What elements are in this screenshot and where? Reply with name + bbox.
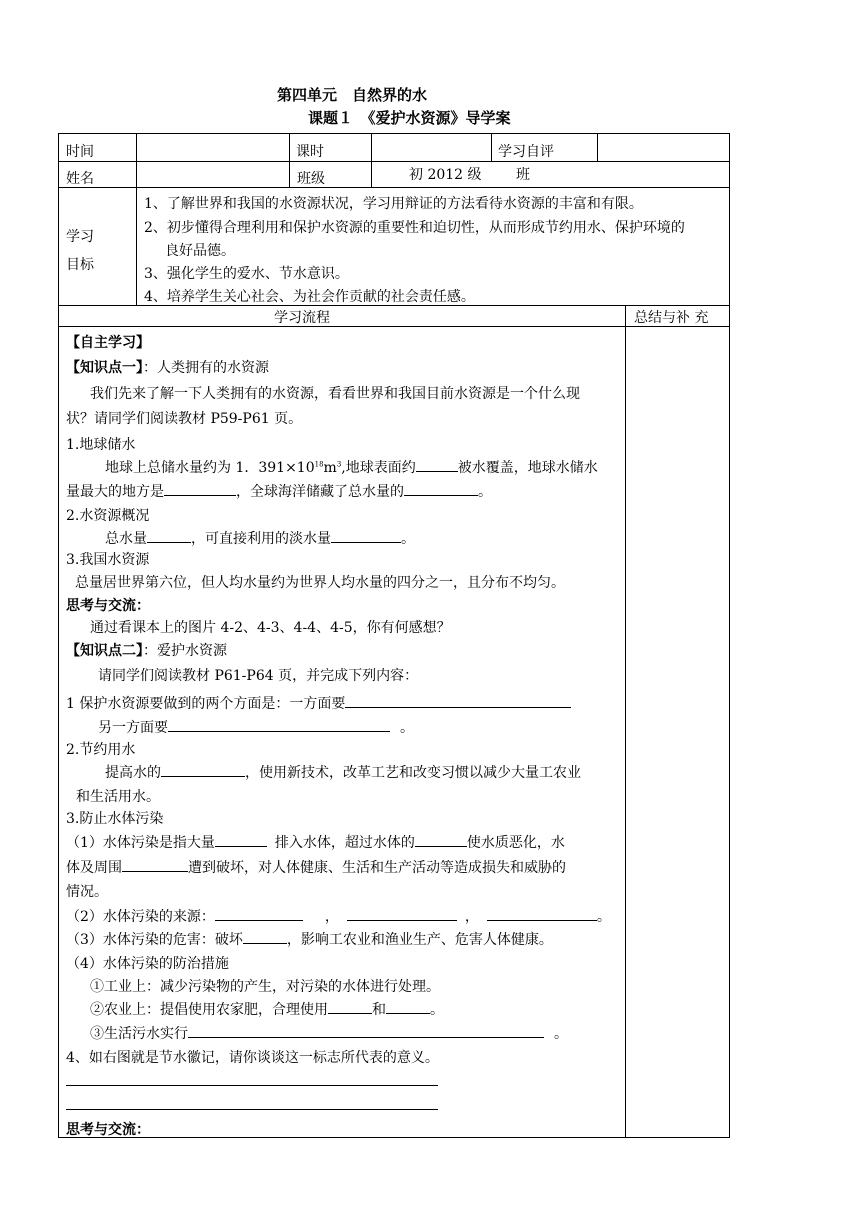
p1-line-1: [66, 693, 571, 713]
name-label: 姓名: [66, 171, 94, 187]
blank-self-purification[interactable]: [415, 832, 467, 847]
goal-item-3: 3、强化学生的爱水、节水意识。: [144, 266, 349, 282]
blank-ecosystem[interactable]: [122, 857, 188, 872]
p3-4-item-2: [90, 999, 444, 1019]
goals-label-2: 目标: [66, 257, 94, 273]
p3-1-text-e: 遭到破坏，对人体健康、生活和生产活动等造成损失和威胁的: [188, 860, 566, 876]
lesson-title: 课题１ 《爱护水资源》导学案: [308, 109, 511, 127]
answer-line-2[interactable]: [66, 1109, 438, 1110]
blank-ocean-ratio[interactable]: [404, 481, 478, 496]
p3-1-line-2: [66, 857, 566, 877]
goal-item-2-cont: 良好品德。: [165, 243, 235, 259]
s1-text-f: 。: [478, 484, 492, 500]
class-grade: 初 2012 级: [409, 167, 482, 183]
p3-2-sep-1: ，: [324, 909, 339, 925]
self-study-heading: 【自主学习】: [66, 335, 150, 351]
kp2-line: [66, 640, 227, 660]
p3-3-text-b: ，影响工农业和渔业生产、危害人体健康。: [286, 932, 553, 948]
p3-4-item-1: ①工业上：减少污染物的产生，对污染的水体进行处理。: [90, 979, 440, 995]
kp1-line: [66, 357, 269, 377]
goal-item-4: 4、培养学生关心社会、为社会作贡献的社会责任感。: [144, 289, 475, 305]
p3-4-3-text-a: ③生活污水实行: [90, 1026, 188, 1042]
p3-2-end: 。: [596, 909, 611, 925]
p2-text-b: ，使用新技术，改革工艺和改变习惯以减少大量工农业: [245, 765, 581, 781]
time-label: 时间: [66, 144, 94, 160]
p3-1-text-d: 体及周围: [66, 860, 122, 876]
p3-4-2-text-b: 和: [372, 1002, 386, 1018]
blank-harm[interactable]: [243, 929, 287, 944]
blank-surface-ratio[interactable]: [416, 457, 458, 472]
p3-1-text-a: （1）水体污染是指大量: [66, 835, 215, 851]
s3-line: 总量居世界第六位，但人均水量约为世界人均水量的四分之一，且分布不均匀。: [75, 575, 565, 591]
process-label: 学习流程: [274, 310, 330, 326]
answer-line-1[interactable]: [66, 1085, 438, 1086]
p3-3-text-a: （3）水体污染的危害：破坏: [66, 932, 243, 948]
s3-heading: 3.我国水资源: [66, 552, 150, 568]
p3-1-text-c: 使水质恶化，水: [466, 835, 565, 851]
p3-4-3-text-b: 。: [554, 1026, 568, 1042]
kp1-text: ：人类拥有的水资源: [143, 360, 269, 376]
p1-text-b: 另一方面要: [98, 720, 168, 736]
blank-pollutants[interactable]: [215, 832, 267, 847]
s1-exponent: 18: [314, 460, 324, 469]
intro-line-2: 状？请同学们阅读教材 P59-P61 页。: [66, 411, 303, 427]
intro-line-1: 我们先来了解一下人类拥有的水资源，看看世界和我国目前水资源是一个什么现: [90, 386, 580, 402]
kp2-label: 【知识点二】: [66, 643, 143, 659]
s1-line-2: [66, 481, 492, 501]
unit-title: 第四单元 自然界的水: [277, 86, 428, 104]
p2-line-2: 和生活用水。: [76, 789, 160, 805]
blank-water-efficiency[interactable]: [161, 762, 245, 777]
summary-label: 总结与补 充: [634, 310, 709, 326]
p1-line-2: [98, 717, 414, 737]
s1-unit-exponent: 3: [336, 460, 342, 469]
s2-text-a: 总水量: [105, 531, 147, 547]
kp1-label: 【知识点一】: [66, 360, 143, 376]
think-1-heading: 思考与交流：: [66, 598, 150, 614]
blank-fertilizer[interactable]: [386, 999, 430, 1014]
s1-line-1: [105, 457, 598, 477]
blank-total-water[interactable]: [147, 528, 191, 543]
goal-item-1: 1、了解世界和我国的水资源状况，学习用辩证的方法看待水资源的丰富和有限。: [144, 196, 643, 212]
think-2-heading: 思考与交流：: [66, 1122, 150, 1138]
goals-label-1: 学习: [66, 229, 94, 245]
class-suffix: 班: [516, 167, 530, 183]
p3-4-2-text-c: 。: [430, 1002, 444, 1018]
blank-sewage[interactable]: [188, 1023, 544, 1038]
p2-heading: 2.节约用水: [66, 742, 136, 758]
think-1-text: 通过看课本上的图片 4-2、4-3、4-4、4-5，你有何感想？: [90, 620, 451, 636]
blank-aspect-one[interactable]: [345, 693, 571, 708]
p4-text: 4、如右图就是节水徽记，请你谈谈这一标志所代表的意义。: [66, 1050, 439, 1066]
kp2-text: ：爱护水资源: [143, 643, 227, 659]
s1-text-b: ,地球表面约: [341, 460, 416, 476]
self-eval-label: 学习自评: [498, 144, 554, 160]
p3-3-line: [66, 929, 553, 949]
kp2-intro: 请同学们阅读教材 P61-P64 页，并完成下列内容：: [98, 668, 419, 684]
p3-1-text-b: 排入水体，超过水体的: [274, 835, 415, 851]
class-label: 班级: [297, 171, 325, 187]
p1-text-c: 。: [400, 720, 414, 736]
blank-source-1[interactable]: [215, 906, 303, 921]
p2-text-a: 提高水的: [105, 765, 161, 781]
p2-line-1: [105, 762, 581, 782]
p3-2-text-a: （2）水体污染的来源：: [66, 909, 215, 925]
p3-2-sep-2: ，: [464, 909, 479, 925]
p1-text-a: 1 保护水资源要做到的两个方面是：一方面要: [66, 696, 346, 712]
s1-heading: 1.地球储水: [66, 437, 136, 453]
s2-line: [105, 528, 415, 548]
s1-text-d: 量最大的地方是: [66, 484, 164, 500]
p3-4-2-text-a: ②农业上：提倡使用农家肥，合理使用: [90, 1002, 328, 1018]
p3-heading: 3.防止水体污染: [66, 811, 164, 827]
blank-pesticide[interactable]: [328, 999, 372, 1014]
p3-2-line: [66, 906, 611, 926]
blank-largest-storage[interactable]: [164, 481, 236, 496]
blank-source-3[interactable]: [487, 906, 597, 921]
s1-unit: m: [323, 460, 337, 476]
s2-heading: 2.水资源概况: [66, 508, 150, 524]
period-label: 课时: [296, 144, 324, 160]
s1-text-e: ，全球海洋储藏了总水量的: [236, 484, 404, 500]
s1-text-c: 被水覆盖，地球水储水: [457, 460, 598, 476]
blank-aspect-two[interactable]: [168, 717, 390, 732]
blank-source-2[interactable]: [347, 906, 457, 921]
goal-item-2: 2、初步懂得合理利用和保护水资源的重要性和迫切性，从而形成节约用水、保护环境的: [144, 220, 685, 236]
p3-1-line-1: [66, 832, 565, 852]
s2-text-c: 。: [401, 531, 415, 547]
s2-text-b: ，可直接利用的淡水量: [191, 531, 331, 547]
p3-4-heading: （4）水体污染的防治措施: [66, 956, 229, 972]
blank-fresh-water[interactable]: [331, 528, 401, 543]
p3-4-item-3: [90, 1023, 568, 1043]
p3-1-line-3: 情况。: [66, 884, 108, 900]
s1-text-a: 地球上总储水量约为 1．391×10: [105, 460, 315, 476]
